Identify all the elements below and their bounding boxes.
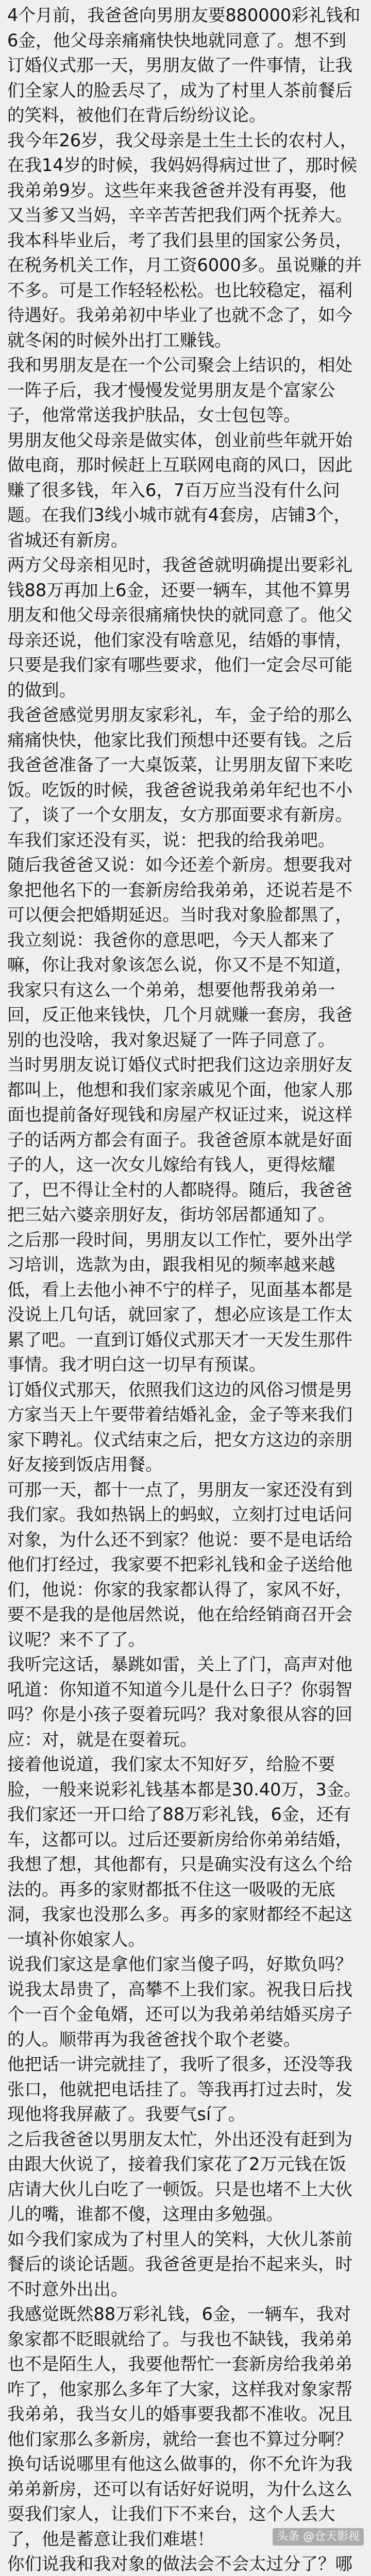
- paragraph-6: 两方父母亲相见时，我爸爸就明确提出要彩礼钱88万再加上6金，还要一辆车，其他不算男朋友和他父母亲很痛痛快快的就同意了。他父母亲还说，他们家没有啥意见，结婚的事情，只要是我们家有哪些要求，他们一定会尽可能的做到。: [7, 555, 352, 700]
- paragraph-19: 我感觉既然88万彩礼钱，6金，一辆车，我对象家都不眨眼就给了。与我也不缺钱，我弟弟也不是陌生人，我要他帮忙一套新房给我弟弟咋了，他家那么多年了大家，这样我对象家帮我弟弟，我当女儿的婚事要我都不准收。况且他们家那么多新房，就给一套也不算过分啊？: [7, 2304, 352, 2449]
- paragraph-18: 如今我们家成为了村里人的笑料，大伙儿茶前餐后的谈论话题。我爸爸更是抬不起来头，时不时意外出出。: [7, 2229, 352, 2299]
- paragraph-5: 男朋友他父母亲是做实体，创业前些年就开始做电商，那时候赶上互联网电商的风口，因此赚了很多钱，年入6，7百万应当没有什么问题。在我们3线小城市就有4套房，店铺3个，省城还有新房。: [7, 430, 352, 550]
- paragraph-20: 换句话说哪里有他这么做事的，你不允许为我弟弟新房，还可以有话好好说明，为什么这么耍我们家人，让我们下不来台，这个人丢大了，他是蓄意让我们难堪！: [7, 2454, 352, 2549]
- paragraph-11: 订婚仪式那天，依照我们这边的风俗习惯是男方家当天上午要带着结婚礼金，金子等来我们家下聘礼。仪式结束之后，把女方这边的亲朋好友接到饭店用餐。: [7, 1379, 352, 1475]
- paragraph-2: 我今年26岁，我父母亲是土生土长的农村人，在我14岁的时候，我妈妈得病过世了，那时候我弟弟9岁。这些年来我爸爸并没有再娶，他又当爹又当妈，辛辛苦苦把我们两个抚养大。: [7, 130, 358, 225]
- paragraph-13: 我听完这话，暴跳如雷，关上了门，高声对他吼道：你知道不知道今儿是什么日子？你弱智吗？你是小孩子耍着玩吗？我对象很从容的回应：对，就是在耍着玩。: [7, 1654, 352, 1750]
- paragraph-16: 他把话一讲完就挂了，我听了很多，还没等我张口，他就把电话挂了。等我再打过去时，发现他将我屏蔽了。我要气sí了。: [7, 2054, 352, 2124]
- paragraph-12: 可那一天，都十一点了，男朋友一家还没有到我们家。我如热锅上的蚂蚁，立刻打过电话问对象，为什么还不到家？他说：要不是电话给他们打经过，我家要不把彩礼钱和金子送给他们，他说：你家的我家都认得了，家风不好，要不是我的是他居然说，他在给经销商召开会议呢？来不了了。: [7, 1479, 352, 1650]
- paragraph-3: 我本科毕业后，考了我们县里的国家公务员，在税务机关工作，月工资6000多。虽说赚的并不多。可是工作轻轻松松。也比较稳定，福利待遇好。我弟弟初中毕业了也就不念了，如今就冬闲的时候外出打工赚钱。: [7, 230, 362, 350]
- paragraph-17: 之后我爸爸以男朋友太忙，外出还没有赶到为由跟大伙说了，接着我们家花了2万元钱在饭店请大伙儿白吃了一顿饭。只是也堵不上大伙儿的嘴，谁都不傻，这理由多勉强。: [7, 2129, 352, 2224]
- source-watermark: 头条 @仓天影视: [273, 2528, 364, 2546]
- paragraph-21: 你们说我和我对象的做法会不会太过分了？哪: [7, 2554, 352, 2574]
- paragraph-14: 接着他说道，我们家太不知好歹，给脸不要脸，一般来说彩礼钱基本都是30.40万，3金。我们家还一开口给了88万彩礼钱，6金，还有车，这都可以。过后还要新房给你弟弟结婚，我想了想，其他都有，只是确实没有这么个给法的。再多的家财都抵不住这一吸吸的无底洞，我家也没那么多。再多的家财都经不起这一填补你娘家人。: [7, 1754, 361, 1950]
- paragraph-1: 4个月前，我爸爸向男朋友要880000彩礼钱和6金，他父母亲痛痛快快地就同意了。想不到订婚仪式那一天，男朋友做了一件事情，让我们全家人的脸丢尽了，成为了村里人茶前餐后的笑料，被他们在背后纷纷议论。: [7, 5, 361, 125]
- paragraph-15: 说我们家这是拿他们家当傻子吗，好欺负吗？说我太昂贵了，高攀不上我们家。祝我日后找个一百个金龟婿，还可以为我弟弟结婚买房子的人。顺带再为我爸爸找个取个老婆。: [7, 1954, 352, 2049]
- paragraph-7: 我爸爸感觉男朋友家彩礼，车，金子给的那么痛痛快快，他家比我们预想中还要有钱。之后我爸爸准备了一大桌饭菜，让男朋友留下来吃饭。吃饭的时候，我爸爸说我弟弟年纪也不小了，谈了一个女朋友，女方那面要求有新房。车我们家还没有买，说：把我的给我弟吧。: [7, 705, 352, 850]
- story-body: [7, 3, 363, 2576]
- paragraph-9: 当时男朋友说订婚仪式时把我们这边亲朋好友都叫上，他想和我们家亲戚见个面，他家人那面也提前备好现钱和房屋产权证过来，说这样子的话两方都会有面子。我爸爸原本就是好面子的人，这一次女儿嫁给有钱人，更得炫耀了，巴不得让全村的人都晓得。随后，我爸爸把三姑六婆亲朋好友，街坊邻居都通知了。: [7, 1055, 352, 1225]
- paragraph-10: 之后那一段时间，男朋友以工作忙，要外出学习培训，选款为由，跟我相见的频率越来越低，看上去他小神不宁的样子，见面基本都是没说上几句话，就回家了，想必应该是工作太累了吧。一直到订婚仪式那天才一天发生那件事情。我才明白这一切早有预谋。: [7, 1229, 352, 1375]
- paragraph-8: 随后我爸爸又说：如今还差个新房。想要我对象把他名下的一套新房给我弟弟，还说若是不可以便会把婚期延迟。当时我对象脸都黑了，我立刻说：我爸你的意思吧，今天人都来了嘛，你让我对象该怎么说，你又不是不知道，我家只有这么一个弟弟，想要他帮我弟弟一回，反正他来钱快，几个月就赚一套房，我爸别的也没啥，我对象迟疑了一阵子同意了。: [7, 855, 352, 1050]
- paragraph-4: 我和男朋友是在一个公司聚会上结识的，相处一阵子后，我才慢慢发觉男朋友是个富家公子，他常常送我护肤品，女士包包等。: [7, 355, 352, 425]
